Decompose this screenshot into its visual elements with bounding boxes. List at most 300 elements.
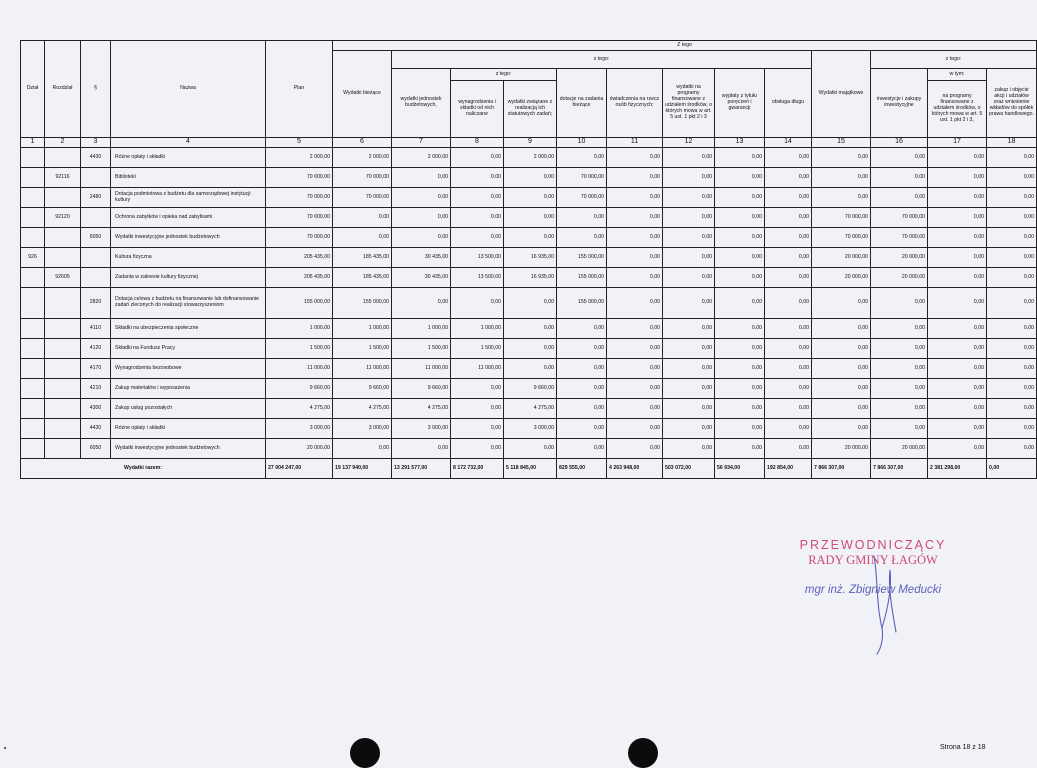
- cell-value: 0,00: [987, 359, 1037, 379]
- cell-value: 0,00: [812, 419, 871, 439]
- cell-value: 0,00: [392, 208, 451, 228]
- cell-value: 0,00: [765, 188, 812, 208]
- total-cell: 8 172 732,00: [451, 459, 504, 479]
- cell-value: 0,00: [715, 359, 765, 379]
- cell-value: 0,00: [607, 148, 663, 168]
- table-row: [21, 319, 1037, 339]
- cell-value: 0,00: [451, 379, 504, 399]
- cell-value: 0,00: [987, 379, 1037, 399]
- cell-paragraf: [81, 168, 111, 188]
- cell-value: 0,00: [333, 208, 392, 228]
- cell-nazwa: Zakup usług pozostałych: [111, 399, 266, 419]
- cell-nazwa: Biblioteki: [111, 168, 266, 188]
- cell-value: 13 500,00: [451, 268, 504, 288]
- col-header-wydatki-biezace: Wydatki bieżące: [333, 51, 392, 138]
- cell-value: 16 935,00: [504, 248, 557, 268]
- handwritten-signature: [868, 548, 902, 658]
- table-row: [21, 439, 1037, 459]
- cell-value: 0,00: [765, 288, 812, 319]
- cell-value: 1 500,00: [266, 339, 333, 359]
- cell-value: 70 000,00: [266, 228, 333, 248]
- cell-value: 0,00: [871, 188, 928, 208]
- table-row: [21, 379, 1037, 399]
- cell-value: 0,00: [928, 148, 987, 168]
- cell-value: 0,00: [715, 168, 765, 188]
- col-header-inwestycje: inwestycje i zakupy inwestycyjne: [871, 69, 928, 138]
- cell-nazwa: Składki na Fundusz Pracy: [111, 339, 266, 359]
- cell-value: 0,00: [663, 319, 715, 339]
- cell-rozdzial: 92605: [45, 268, 81, 288]
- cell-value: 0,00: [812, 168, 871, 188]
- cell-value: 0,00: [557, 439, 607, 459]
- cell-value: 0,00: [715, 419, 765, 439]
- cell-value: 0,00: [812, 359, 871, 379]
- cell-value: 16 935,00: [504, 268, 557, 288]
- cell-value: 0,00: [451, 228, 504, 248]
- cell-paragraf: 4120: [81, 339, 111, 359]
- cell-paragraf: 4430: [81, 148, 111, 168]
- cell-value: 0,00: [607, 319, 663, 339]
- cell-rozdzial: 92120: [45, 208, 81, 228]
- cell-value: 0,00: [928, 248, 987, 268]
- cell-value: 3 000,00: [333, 419, 392, 439]
- scan-speck: [4, 747, 6, 749]
- total-cell: 829 555,00: [557, 459, 607, 479]
- cell-value: 0,00: [987, 208, 1037, 228]
- cell-dzial: [21, 268, 45, 288]
- cell-value: 0,00: [607, 168, 663, 188]
- cell-value: 0,00: [987, 339, 1037, 359]
- cell-value: 3 000,00: [392, 419, 451, 439]
- cell-value: 11 000,00: [333, 359, 392, 379]
- col-header-rozdzial: Rozdział: [45, 41, 81, 138]
- cell-paragraf: 4110: [81, 319, 111, 339]
- cell-value: 0,00: [928, 379, 987, 399]
- cell-value: 0,00: [765, 379, 812, 399]
- cell-value: 0,00: [451, 208, 504, 228]
- cell-value: 9 660,00: [333, 379, 392, 399]
- cell-value: 0,00: [607, 419, 663, 439]
- cell-value: 155 000,00: [557, 248, 607, 268]
- col-number: 18: [987, 138, 1037, 148]
- col-number: 6: [333, 138, 392, 148]
- col-header-obsluga: obsługa długu: [765, 69, 812, 138]
- cell-value: 0,00: [504, 339, 557, 359]
- cell-value: 0,00: [987, 228, 1037, 248]
- cell-value: 0,00: [928, 419, 987, 439]
- cell-value: 0,00: [663, 268, 715, 288]
- cell-value: 1 500,00: [392, 339, 451, 359]
- cell-value: 0,00: [607, 188, 663, 208]
- total-cell: 7 866 307,00: [812, 459, 871, 479]
- page-number: Strona 18 z 18: [940, 744, 986, 751]
- cell-value: 11 000,00: [392, 359, 451, 379]
- col-number: 9: [504, 138, 557, 148]
- cell-value: 0,00: [333, 439, 392, 459]
- col-number: 1: [21, 138, 45, 148]
- cell-nazwa: Składki na ubezpieczenia społeczne: [111, 319, 266, 339]
- cell-value: 0,00: [557, 228, 607, 248]
- cell-value: 0,00: [871, 168, 928, 188]
- cell-value: 0,00: [871, 319, 928, 339]
- cell-value: 0,00: [663, 228, 715, 248]
- cell-value: 0,00: [663, 419, 715, 439]
- cell-value: 9 660,00: [266, 379, 333, 399]
- cell-nazwa: Zadania w zakresie kultury fizycznej: [111, 268, 266, 288]
- cell-value: 3 000,00: [504, 419, 557, 439]
- cell-value: 0,00: [504, 319, 557, 339]
- col-header-wydatki-jednostek: wydatki jednostek budżetowych,: [392, 69, 451, 138]
- cell-nazwa: Dotacja celowa z budżetu na finansowanie lub dofinansowanie zadań zleconych do realizacji stowarzyszeniom: [111, 288, 266, 319]
- cell-dzial: [21, 319, 45, 339]
- table-row: [21, 208, 1037, 228]
- cell-value: 0,00: [928, 168, 987, 188]
- budget-sheet: [20, 40, 1035, 479]
- header-z-tego-biezace: z tego:: [392, 51, 812, 69]
- cell-value: 9 660,00: [504, 379, 557, 399]
- cell-value: 1 500,00: [451, 339, 504, 359]
- col-header-zakup-akcji: zakup i objęcie akcji i udziałów oraz wniesienie wkładów do spółek prawa handlowego.: [987, 69, 1037, 138]
- header-w-tym: w tym:: [928, 69, 987, 81]
- cell-value: 0,00: [557, 339, 607, 359]
- cell-value: 0,00: [765, 208, 812, 228]
- cell-paragraf: 4430: [81, 419, 111, 439]
- stamp-title: PRZEWODNICZĄCY: [799, 538, 947, 552]
- cell-nazwa: Wynagrodzenia bezosobowe: [111, 359, 266, 379]
- cell-paragraf: 6050: [81, 439, 111, 459]
- cell-value: 0,00: [504, 228, 557, 248]
- total-cell: 7 866 307,00: [871, 459, 928, 479]
- cell-value: 0,00: [715, 188, 765, 208]
- cell-value: 0,00: [663, 339, 715, 359]
- cell-value: 4 275,00: [333, 399, 392, 419]
- cell-value: 0,00: [557, 399, 607, 419]
- cell-value: 0,00: [715, 319, 765, 339]
- col-number: 11: [607, 138, 663, 148]
- cell-value: 70 000,00: [871, 208, 928, 228]
- cell-value: 70 000,00: [812, 208, 871, 228]
- cell-value: 0,00: [392, 288, 451, 319]
- cell-rozdzial: [45, 379, 81, 399]
- cell-value: 185 435,00: [333, 248, 392, 268]
- cell-paragraf: 4170: [81, 359, 111, 379]
- cell-value: 2 000,00: [504, 148, 557, 168]
- cell-rozdzial: [45, 399, 81, 419]
- cell-rozdzial: 92116: [45, 168, 81, 188]
- cell-value: 0,00: [715, 339, 765, 359]
- cell-value: 0,00: [504, 168, 557, 188]
- cell-value: 0,00: [987, 168, 1037, 188]
- cell-value: 0,00: [663, 359, 715, 379]
- cell-dzial: [21, 399, 45, 419]
- col-header-dotacje: dotacje na zadania bieżące: [557, 69, 607, 138]
- cell-value: 0,00: [987, 268, 1037, 288]
- cell-value: 0,00: [663, 379, 715, 399]
- cell-value: 155 000,00: [333, 288, 392, 319]
- table-row: [21, 168, 1037, 188]
- cell-nazwa: Różne opłaty i składki: [111, 148, 266, 168]
- col-number: 7: [392, 138, 451, 148]
- col-number: 2: [45, 138, 81, 148]
- cell-value: 0,00: [607, 288, 663, 319]
- cell-value: 0,00: [557, 319, 607, 339]
- cell-value: 0,00: [871, 399, 928, 419]
- cell-value: 4 275,00: [266, 399, 333, 419]
- cell-dzial: 926: [21, 248, 45, 268]
- cell-value: 0,00: [715, 379, 765, 399]
- total-cell: 503 072,00: [663, 459, 715, 479]
- cell-value: 0,00: [663, 188, 715, 208]
- cell-value: 70 000,00: [333, 168, 392, 188]
- cell-value: 0,00: [765, 268, 812, 288]
- cell-paragraf: 2820: [81, 288, 111, 319]
- cell-paragraf: [81, 208, 111, 228]
- cell-value: 0,00: [871, 419, 928, 439]
- col-number: 16: [871, 138, 928, 148]
- total-cell: 5 118 845,00: [504, 459, 557, 479]
- cell-value: 0,00: [607, 399, 663, 419]
- cell-value: 0,00: [451, 188, 504, 208]
- cell-value: 1 000,00: [333, 319, 392, 339]
- total-cell: 2 381 298,00: [928, 459, 987, 479]
- cell-value: 70 000,00: [871, 228, 928, 248]
- cell-value: 0,00: [812, 288, 871, 319]
- cell-value: 155 000,00: [557, 268, 607, 288]
- header-z-tego: Z tego: [333, 41, 1037, 51]
- cell-value: 0,00: [987, 399, 1037, 419]
- cell-value: 0,00: [765, 248, 812, 268]
- col-number: 8: [451, 138, 504, 148]
- header-z-tego-jednostek: z tego:: [451, 69, 557, 81]
- cell-rozdzial: [45, 188, 81, 208]
- table-row: [21, 288, 1037, 319]
- cell-nazwa: Kultura fizyczna: [111, 248, 266, 268]
- cell-value: 0,00: [663, 399, 715, 419]
- stamp-name: mgr inż. Zbigniew Meducki: [804, 584, 942, 596]
- cell-value: 0,00: [928, 439, 987, 459]
- col-number: 14: [765, 138, 812, 148]
- cell-value: 70 000,00: [557, 168, 607, 188]
- col-header-paragraf: §: [81, 41, 111, 138]
- cell-value: 0,00: [504, 188, 557, 208]
- cell-paragraf: [81, 248, 111, 268]
- cell-value: 20 000,00: [871, 248, 928, 268]
- cell-rozdzial: [45, 359, 81, 379]
- cell-rozdzial: [45, 439, 81, 459]
- col-header-wydatki-statutowe: wydatki związane z realizacją ich statutowych zadań;: [504, 81, 557, 138]
- cell-value: 0,00: [607, 208, 663, 228]
- cell-rozdzial: [45, 419, 81, 439]
- cell-value: 13 500,00: [451, 248, 504, 268]
- cell-value: 20 000,00: [812, 268, 871, 288]
- table-row: [21, 148, 1037, 168]
- cell-value: 0,00: [504, 208, 557, 228]
- col-header-nazwa: Nazwa: [111, 41, 266, 138]
- cell-dzial: [21, 148, 45, 168]
- cell-value: 20 000,00: [871, 268, 928, 288]
- budget-table: [20, 40, 1037, 479]
- cell-value: 155 000,00: [557, 288, 607, 319]
- cell-value: 2 000,00: [266, 148, 333, 168]
- cell-value: 0,00: [607, 248, 663, 268]
- cell-dzial: [21, 228, 45, 248]
- cell-rozdzial: [45, 319, 81, 339]
- cell-value: 0,00: [987, 148, 1037, 168]
- cell-value: 20 000,00: [871, 439, 928, 459]
- cell-rozdzial: [45, 288, 81, 319]
- cell-value: 0,00: [663, 148, 715, 168]
- cell-value: 0,00: [812, 379, 871, 399]
- cell-value: 0,00: [392, 228, 451, 248]
- col-number: 15: [812, 138, 871, 148]
- cell-value: 0,00: [765, 228, 812, 248]
- total-cell: 192 854,00: [765, 459, 812, 479]
- cell-dzial: [21, 419, 45, 439]
- cell-value: 185 435,00: [333, 268, 392, 288]
- cell-value: 0,00: [765, 319, 812, 339]
- cell-value: 0,00: [451, 399, 504, 419]
- cell-value: 0,00: [392, 188, 451, 208]
- col-number: 12: [663, 138, 715, 148]
- cell-value: 30 435,00: [392, 248, 451, 268]
- cell-value: 0,00: [987, 439, 1037, 459]
- col-number: 4: [111, 138, 266, 148]
- cell-value: 0,00: [451, 419, 504, 439]
- cell-value: 0,00: [928, 208, 987, 228]
- stamp-council: RADY GMINY ŁAGÓW: [808, 553, 938, 567]
- col-header-wydatki-majatkowe: Wydatki majątkowe: [812, 51, 871, 138]
- cell-value: 20 000,00: [812, 248, 871, 268]
- total-cell: 0,00: [987, 459, 1037, 479]
- cell-value: 0,00: [987, 248, 1037, 268]
- cell-value: 0,00: [928, 319, 987, 339]
- col-number: 13: [715, 138, 765, 148]
- table-body: [21, 148, 1037, 459]
- total-cell: 13 291 577,00: [392, 459, 451, 479]
- table-row: [21, 188, 1037, 208]
- cell-value: 70 000,00: [557, 188, 607, 208]
- cell-value: 70 000,00: [266, 188, 333, 208]
- total-cell: 56 934,00: [715, 459, 765, 479]
- cell-value: 0,00: [765, 439, 812, 459]
- cell-value: 0,00: [765, 339, 812, 359]
- cell-value: 0,00: [607, 359, 663, 379]
- cell-value: 0,00: [607, 339, 663, 359]
- cell-value: 0,00: [557, 359, 607, 379]
- cell-value: 0,00: [812, 188, 871, 208]
- cell-value: 11 000,00: [451, 359, 504, 379]
- cell-value: 0,00: [715, 399, 765, 419]
- cell-value: 0,00: [928, 228, 987, 248]
- cell-value: 0,00: [928, 268, 987, 288]
- cell-paragraf: 4210: [81, 379, 111, 399]
- cell-value: 0,00: [765, 419, 812, 439]
- cell-value: 2 000,00: [333, 148, 392, 168]
- cell-dzial: [21, 439, 45, 459]
- cell-value: 0,00: [557, 379, 607, 399]
- total-row: [21, 459, 1037, 479]
- cell-value: 0,00: [607, 439, 663, 459]
- cell-value: 0,00: [557, 419, 607, 439]
- total-cell: 4 263 948,00: [607, 459, 663, 479]
- cell-value: 4 275,00: [392, 399, 451, 419]
- cell-nazwa: Ochrona zabytków i opieka nad zabytkami: [111, 208, 266, 228]
- col-header-dzial: Dział: [21, 41, 45, 138]
- cell-rozdzial: [45, 248, 81, 268]
- cell-value: 0,00: [715, 268, 765, 288]
- total-cell: 19 137 940,00: [333, 459, 392, 479]
- cell-dzial: [21, 188, 45, 208]
- cell-value: 0,00: [392, 439, 451, 459]
- cell-nazwa: Zakup materiałów i wyposażenia: [111, 379, 266, 399]
- cell-value: 0,00: [715, 148, 765, 168]
- cell-value: 0,00: [715, 288, 765, 319]
- cell-value: 70 000,00: [812, 228, 871, 248]
- cell-value: 0,00: [663, 288, 715, 319]
- cell-value: 205 435,00: [266, 268, 333, 288]
- cell-value: 0,00: [504, 288, 557, 319]
- col-number: 17: [928, 138, 987, 148]
- cell-nazwa: Dotacja podmiotowa z budżetu dla samorządowej instytucji kultury: [111, 188, 266, 208]
- cell-value: 0,00: [451, 168, 504, 188]
- total-cell: 27 004 247,00: [266, 459, 333, 479]
- cell-value: 0,00: [871, 359, 928, 379]
- cell-value: 0,00: [715, 439, 765, 459]
- cell-value: 0,00: [928, 339, 987, 359]
- table-row: [21, 268, 1037, 288]
- cell-value: 0,00: [333, 228, 392, 248]
- cell-value: 0,00: [871, 288, 928, 319]
- cell-value: 205 435,00: [266, 248, 333, 268]
- cell-paragraf: [81, 268, 111, 288]
- cell-dzial: [21, 288, 45, 319]
- cell-value: 1 000,00: [266, 319, 333, 339]
- cell-dzial: [21, 168, 45, 188]
- cell-value: 0,00: [812, 339, 871, 359]
- cell-dzial: [21, 339, 45, 359]
- table-row: [21, 339, 1037, 359]
- cell-value: 9 660,00: [392, 379, 451, 399]
- col-header-wynagrodzenia: wynagrodzenia i składki od nich naliczane: [451, 81, 504, 138]
- cell-value: 0,00: [715, 248, 765, 268]
- cell-value: 0,00: [928, 399, 987, 419]
- cell-value: 20 000,00: [266, 439, 333, 459]
- cell-value: 0,00: [451, 148, 504, 168]
- punch-hole-right: [628, 738, 658, 768]
- cell-value: 1 000,00: [451, 319, 504, 339]
- col-header-programy: wydatki na programy finansowane z udziałem środków, o których mowa w art. 5 ust. 1 pkt 2 i 3: [663, 69, 715, 138]
- cell-value: 0,00: [557, 148, 607, 168]
- cell-value: 3 000,00: [266, 419, 333, 439]
- table-row: [21, 248, 1037, 268]
- total-label: Wydatki razem:: [21, 459, 266, 479]
- cell-value: 0,00: [663, 439, 715, 459]
- cell-value: 70 000,00: [266, 208, 333, 228]
- cell-value: 2 000,00: [392, 148, 451, 168]
- col-number: 10: [557, 138, 607, 148]
- cell-value: 0,00: [607, 268, 663, 288]
- cell-value: 0,00: [765, 399, 812, 419]
- cell-value: 0,00: [987, 419, 1037, 439]
- cell-value: 0,00: [765, 168, 812, 188]
- cell-paragraf: 2480: [81, 188, 111, 208]
- punch-hole-left: [350, 738, 380, 768]
- cell-value: 1 000,00: [392, 319, 451, 339]
- col-header-poreczenia: wypłaty z tytułu poręczeń i gwarancji: [715, 69, 765, 138]
- cell-value: 0,00: [607, 379, 663, 399]
- cell-value: 0,00: [871, 379, 928, 399]
- cell-value: 0,00: [715, 228, 765, 248]
